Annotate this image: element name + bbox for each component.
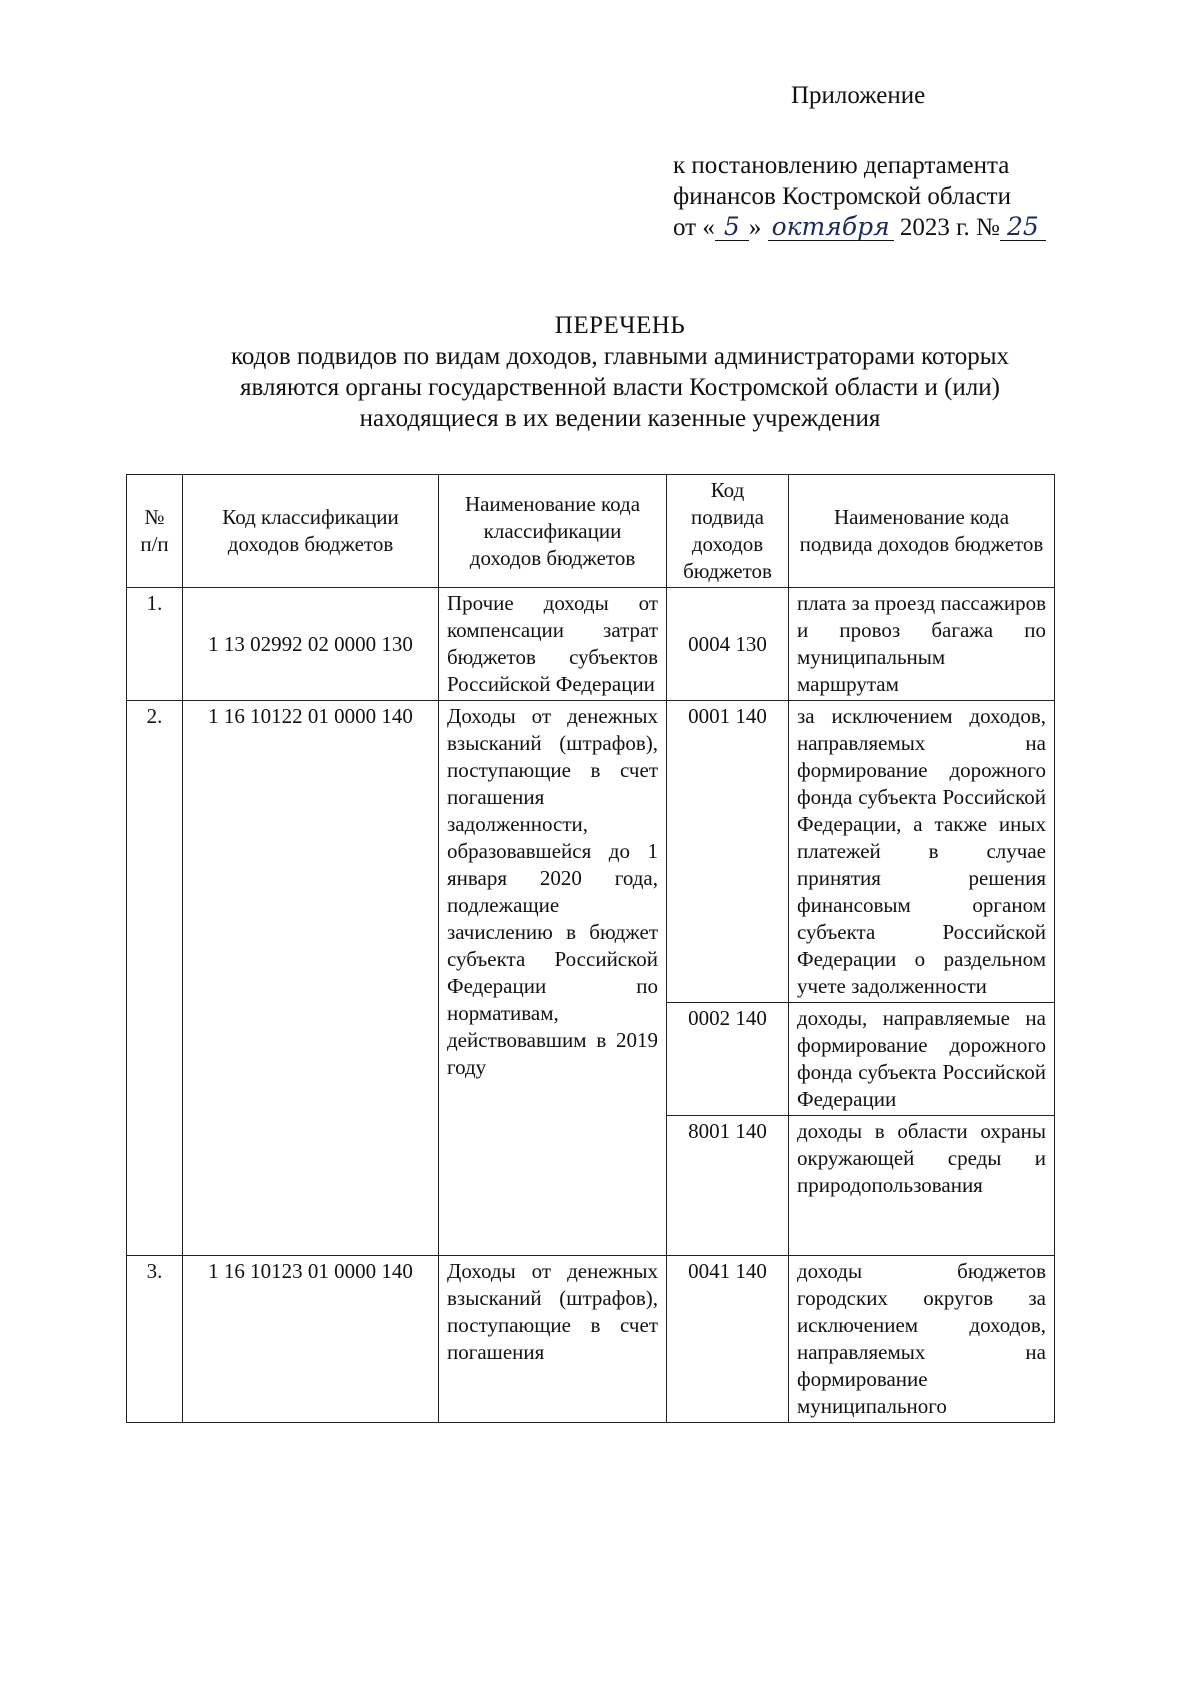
row-subcode: 8001 140 bbox=[667, 1116, 789, 1256]
row-name: Доходы от денежных взысканий (штрафов), поступающие в счет погашения задолженности, образовавшейся до 1 января 2020 года, подлежащие зачислению в бюджет субъекта Российской Федерации по нормативам, действовавшим в 2019 году bbox=[439, 701, 667, 1256]
row-subname: доходы в области охраны окружающей среды и природопользования bbox=[789, 1116, 1055, 1256]
row-subcode: 0002 140 bbox=[667, 1003, 789, 1116]
header-name: Наименование кода классификации доходов бюджетов bbox=[439, 475, 667, 588]
title-line-1: кодов подвидов по видам доходов, главными администраторами которых bbox=[230, 343, 1010, 370]
table-row bbox=[127, 588, 1055, 701]
resolution-line-2: финансов Костромской области bbox=[673, 183, 1011, 210]
row-subcode: 0001 140 bbox=[667, 701, 789, 1003]
row-subname: доходы бюджетов городских округов за исключением доходов, направляемых на формирование муниципального bbox=[789, 1256, 1055, 1423]
row-name: Доходы от денежных взысканий (штрафов), поступающие в счет погашения bbox=[439, 1256, 667, 1423]
handwritten-day: 5 bbox=[715, 214, 749, 241]
row-code: 1 16 10123 01 0000 140 bbox=[183, 1256, 439, 1423]
row-subname: доходы, направляемые на формирование дорожного фонда субъекта Российской Федерации bbox=[789, 1003, 1055, 1116]
row-num: 3. bbox=[127, 1256, 183, 1423]
title-line-2: являются органы государственной власти Костромской области и (или) bbox=[240, 374, 1000, 401]
resolution-reference bbox=[673, 150, 1046, 243]
header-subcode: Код подвида доходов бюджетов bbox=[667, 475, 789, 588]
header-code: Код классификации доходов бюджетов bbox=[183, 475, 439, 588]
row-code: 1 16 10122 01 0000 140 bbox=[183, 701, 439, 1256]
resolution-line-1: к постановлению департамента bbox=[673, 152, 1010, 179]
row-subname: плата за проезд пассажиров и провоз багажа по муниципальным маршрутам bbox=[789, 588, 1055, 701]
row-subname: за исключением доходов, направляемых на формирование дорожного фонда субъекта Российской Федерации, а также иных платежей в случае принятия решения финансовым органом субъекта Российской Федерации о раздельном учете задолженности bbox=[789, 701, 1055, 1003]
table-header-row bbox=[127, 475, 1055, 588]
table-row bbox=[127, 1256, 1055, 1423]
header-num: № п/п bbox=[127, 475, 183, 588]
row-subcode: 0041 140 bbox=[667, 1256, 789, 1423]
title-main: ПЕРЕЧЕНЬ bbox=[554, 312, 686, 339]
document-title bbox=[120, 310, 1120, 434]
row-name: Прочие доходы от компенсации затрат бюджетов субъектов Российской Федерации bbox=[439, 588, 667, 701]
row-subcode: 0004 130 bbox=[667, 588, 789, 701]
header-subname: Наименование кода подвида доходов бюджетов bbox=[789, 475, 1055, 588]
row-num: 2. bbox=[127, 701, 183, 1256]
date-mid: » bbox=[748, 214, 768, 241]
income-codes-table bbox=[126, 474, 1055, 1423]
row-code: 1 13 02992 02 0000 130 bbox=[183, 588, 439, 701]
date-prefix: от « bbox=[673, 214, 715, 241]
title-line-3: находящиеся в их ведении казенные учреждения bbox=[359, 405, 881, 432]
row-num: 1. bbox=[127, 588, 183, 701]
resolution-date-line bbox=[673, 212, 1046, 243]
handwritten-month: октября bbox=[768, 214, 894, 241]
appendix-heading: Приложение bbox=[791, 82, 926, 109]
date-year: 2023 г. № bbox=[893, 214, 1000, 241]
table-row bbox=[127, 701, 1055, 1003]
handwritten-doc-number: 25 bbox=[1000, 214, 1046, 241]
